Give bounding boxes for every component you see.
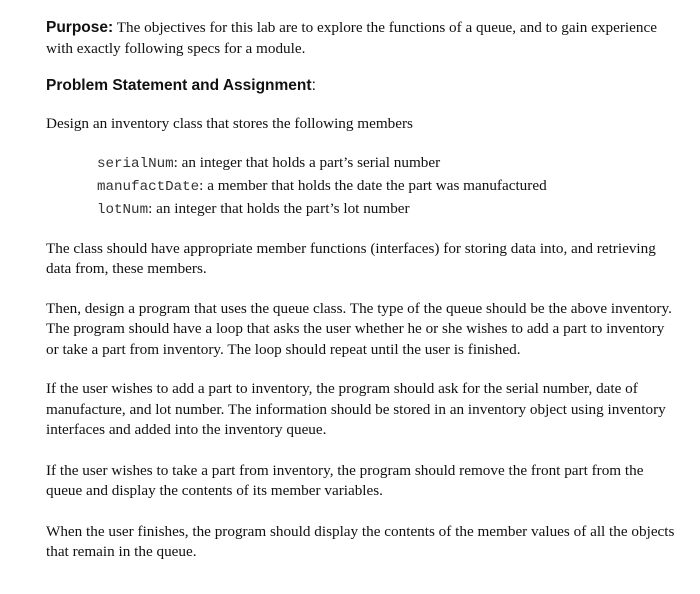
- problem-heading-text: Problem Statement and Assignment: [46, 77, 312, 94]
- member-name: serialNum: [97, 155, 174, 172]
- take-part-paragraph: If the user wishes to take a part from inventory, the program should remove the front part from the queue and display the contents of its member variables.: [46, 461, 644, 499]
- design-intro-paragraph: Design an inventory class that stores the following members: [46, 115, 413, 132]
- member-list: [97, 152, 676, 221]
- add-part-paragraph: If the user wishes to add a part to inventory, the program should ask for the serial number, date of manufacture, and lot number. The information should be stored in an inventory object using inventory interfaces and added into the inventory queue.: [46, 380, 666, 438]
- problem-heading-colon: :: [311, 77, 316, 94]
- member-item-manufactdate: [97, 175, 676, 198]
- member-name: manufactDate: [97, 178, 200, 195]
- purpose-label: Purpose:: [46, 19, 114, 36]
- member-item-serialnum: [97, 152, 676, 175]
- assignment-document: [46, 18, 676, 563]
- problem-heading: [46, 76, 676, 96]
- member-description: : a member that holds the date the part was manufactured: [199, 176, 547, 194]
- purpose-paragraph: [46, 18, 676, 59]
- member-name: lotNum: [97, 201, 149, 218]
- purpose-text: The objectives for this lab are to explore the functions of a queue, and to gain experience with exactly following specs for a module.: [46, 19, 657, 57]
- member-description: : an integer that holds the part’s lot number: [148, 199, 410, 217]
- finish-paragraph: When the user finishes, the program should display the contents of the member values of all the objects that remain in the queue.: [46, 522, 675, 560]
- class-functions-paragraph: The class should have appropriate member functions (interfaces) for storing data into, and retrieving data from, these members.: [46, 239, 656, 277]
- member-description: : an integer that holds a part’s serial number: [173, 153, 441, 171]
- program-design-paragraph: Then, design a program that uses the queue class. The type of the queue should be the above inventory. The program should have a loop that asks the user whether he or she wishes to add a part to inventory or take a part from inventory. The loop should repeat until the user is finished.: [46, 299, 672, 358]
- member-item-lotnum: [97, 198, 676, 221]
